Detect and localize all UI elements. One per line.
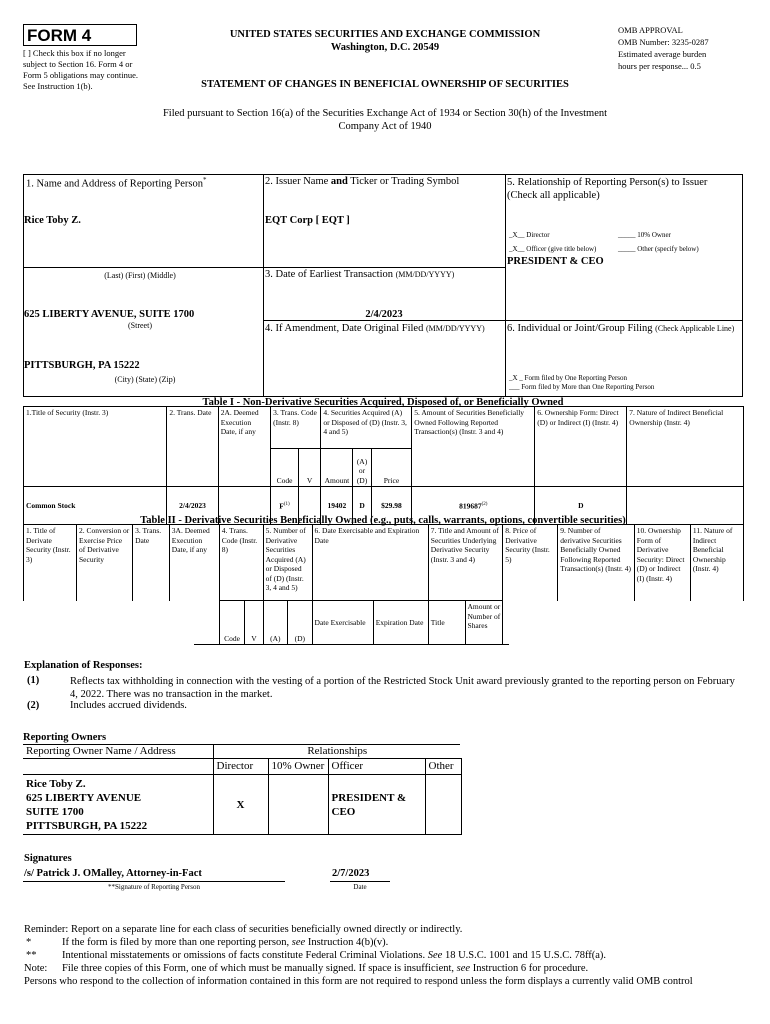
t1-security: Common Stock bbox=[24, 487, 167, 525]
table2-title: Table II - Derivative Securities Beneficially Owned (e.g., puts, calls, warrants, options, convertible securities) bbox=[140, 515, 626, 526]
footer-note-2-mark: ** bbox=[26, 950, 37, 961]
t1-h3: 3. Trans. Code (Instr. 8) bbox=[271, 407, 321, 449]
owners-col-officer: Officer bbox=[328, 759, 425, 775]
officer-line[interactable]: _X__ Officer (give title below) bbox=[509, 245, 597, 253]
t2-h8: 8. Price of Derivative Security (Instr. 5) bbox=[503, 525, 558, 645]
t2-sub-title: Title bbox=[428, 601, 465, 645]
owners-col-other: Other bbox=[425, 759, 461, 775]
owner-director: X bbox=[213, 775, 268, 835]
t1-sub-aord: (A) or (D) bbox=[353, 449, 371, 487]
t2-sub-a: (A) bbox=[263, 601, 287, 645]
officer-title: PRESIDENT & CEO bbox=[507, 256, 604, 267]
earliest-transaction-date: 2/4/2023 bbox=[365, 309, 403, 320]
t2-h3: 3. Trans. Date bbox=[133, 525, 170, 645]
owners-table bbox=[23, 744, 462, 835]
t1-sub-price: Price bbox=[371, 449, 412, 487]
owner-name-cell bbox=[23, 775, 213, 835]
t1-owned-cell: 819687$^{(2)}$ bbox=[412, 487, 535, 525]
checkbox-note[interactable]: [ ] Check this box if no longer subject to Section 16. Form 4 or Form 5 obligations may continue. See Instruction 1(b). bbox=[23, 48, 138, 91]
owner-ten-pct bbox=[268, 775, 328, 835]
owners-col-owner: 10% Owner bbox=[268, 759, 328, 775]
owner-officer-line-1: PRESIDENT & bbox=[331, 791, 407, 804]
t2-h6: 6. Date Exercisable and Expiration Date bbox=[312, 525, 428, 601]
t2-h9: 9. Number of derivative Securities Beneficially Owned Following Reported Transaction(s) (Instr. 4) bbox=[558, 525, 634, 645]
explanation-text-2: Includes accrued dividends. bbox=[70, 700, 187, 711]
t2-h2: 2. Conversion or Exercise Price of Derivative Security bbox=[77, 525, 133, 645]
t1-h6: 6. Ownership Form: Direct (D) or Indirect (I) (Instr. 4) bbox=[535, 407, 627, 487]
t1-sub-code: Code bbox=[271, 449, 299, 487]
t2-h4: 4. Trans. Code (Instr. 8) bbox=[219, 525, 263, 601]
name-sub-label: (Last) (First) (Middle) bbox=[104, 271, 176, 280]
signature-date: 2/7/2023 bbox=[332, 868, 370, 879]
table-row bbox=[23, 775, 461, 835]
t1-owned-note: (2) bbox=[481, 502, 488, 507]
owner-other bbox=[425, 775, 461, 835]
t1-h4: 4. Securities Acquired (A) or Disposed of (D) (Instr. 3, 4 and 5) bbox=[321, 407, 412, 449]
filing-opt-one[interactable]: _X _ Form filed by One Reporting Person bbox=[509, 374, 628, 382]
agency-line2: Washington, D.C. 20549 bbox=[330, 42, 440, 53]
t1-code-cell: $F^{(1)}$ bbox=[271, 487, 299, 525]
owner-name-line-4: PITTSBURGH, PA 15222 bbox=[26, 820, 148, 832]
t2-sub-amount: Amount or Number of Shares bbox=[465, 601, 503, 645]
t1-sub-amount: Amount bbox=[321, 449, 353, 487]
owners-col-name: Reporting Owner Name / Address bbox=[23, 744, 213, 759]
owner-name-line-3: SUITE 1700 bbox=[26, 806, 84, 818]
t1-h2a: 2A. Deemed Execution Date, if any bbox=[218, 407, 270, 487]
director-line[interactable]: _X__ Director bbox=[509, 231, 550, 239]
t1-amount: 19402 bbox=[321, 487, 353, 525]
t1-date: 2/4/2023 bbox=[167, 487, 218, 525]
owners-col-rel: Relationships bbox=[213, 744, 461, 759]
agency-line1: UNITED STATES SECURITIES AND EXCHANGE COMMISSION bbox=[229, 29, 541, 40]
footer-note-1-mark: * bbox=[26, 937, 32, 948]
street-sub-label: (Street) bbox=[128, 321, 152, 330]
t2-sub-expiration: Expiration Date bbox=[373, 601, 428, 645]
box1-label: 1. Name and Address of Reporting Person* bbox=[26, 176, 207, 190]
issuer-name: EQT Corp [ EQT ] bbox=[265, 215, 350, 226]
statement-title: STATEMENT OF CHANGES IN BENEFICIAL OWNERSHIP OF SECURITIES bbox=[201, 79, 569, 90]
footer-note-1: If the form is filed by more than one reporting person, see Instruction 4(b)(v). bbox=[62, 937, 389, 948]
owners-heading: Reporting Owners bbox=[23, 732, 107, 743]
explanation-num-1: (1) bbox=[27, 675, 40, 686]
t1-h5: 5. Amount of Securities Beneficially Owned Following Reported Transaction(s) (Instr. 3 and 4) bbox=[412, 407, 535, 487]
omb-title: OMB APPROVAL bbox=[618, 25, 683, 35]
t2-h7: 7. Title and Amount of Securities Underlying Derivative Security (Instr. 3 and 4) bbox=[428, 525, 502, 601]
t2-h11: 11. Nature of Indirect Beneficial Ownership (Instr. 4) bbox=[690, 525, 743, 645]
explanation-num-2: (2) bbox=[27, 700, 40, 711]
omb-burden1: Estimated average burden bbox=[618, 49, 707, 59]
t1-h7: 7. Nature of Indirect Beneficial Ownership (Instr. 4) bbox=[627, 407, 744, 487]
owner-officer-line-2: CEO bbox=[331, 805, 356, 818]
explanation-heading: Explanation of Responses: bbox=[24, 660, 143, 671]
box4-label: 4. If Amendment, Date Original Filed (MM/DD/YYYY) bbox=[265, 323, 485, 334]
box3-label: 3. Date of Earliest Transaction (MM/DD/YYYY) bbox=[265, 269, 455, 280]
box1-label-mark: * bbox=[203, 176, 207, 184]
footer-persons: Persons who respond to the collection of information contained in this form are not required to respond unless the form displays a currently valid OMB control bbox=[24, 976, 693, 987]
table1 bbox=[23, 406, 744, 525]
city-address: PITTSBURGH, PA 15222 bbox=[24, 360, 140, 371]
signatures-heading: Signatures bbox=[24, 853, 72, 864]
t2-sub-code: Code bbox=[219, 601, 244, 645]
t2-sub-v: V bbox=[245, 601, 263, 645]
table1-title: Table I - Non-Derivative Securities Acquired, Disposed of, or Beneficially Owned bbox=[202, 397, 564, 408]
owner-officer-cell bbox=[328, 775, 425, 835]
box5-label: 5. Relationship of Reporting Person(s) to Issuer (Check all applicable) bbox=[507, 177, 708, 201]
other-line[interactable]: _____ Other (specify below) bbox=[618, 245, 699, 253]
filing-opt-multiple[interactable]: ___ Form filed by More than One Reporting Person bbox=[509, 383, 655, 391]
t1-code-note: (1) bbox=[283, 502, 290, 507]
t2-sub-exercisable: Date Exercisable bbox=[312, 601, 373, 645]
ten-pct-owner-line[interactable]: _____ 10% Owner bbox=[618, 231, 671, 239]
t1-form: D bbox=[535, 487, 627, 525]
footer-note-3: File three copies of this Form, one of which must be manually signed. If space is insufficient, see Instruction 6 for procedure. bbox=[62, 963, 589, 974]
box6-label: 6. Individual or Joint/Group Filing (Check Applicable Line) bbox=[507, 323, 735, 334]
box2-label: 2. Issuer Name and Ticker or Trading Symbol bbox=[265, 176, 460, 187]
owner-name-line-2: 625 LIBERTY AVENUE bbox=[26, 792, 142, 804]
t1-price: $29.98 bbox=[371, 487, 412, 525]
form-title-box bbox=[23, 24, 137, 46]
t2-h1: 1. Title of Derivate Security (Instr. 3) bbox=[24, 525, 77, 645]
signer-name: /s/ Patrick J. OMalley, Attorney-in-Fact bbox=[24, 868, 202, 879]
signature-date-label: Date bbox=[353, 883, 367, 891]
omb-number: OMB Number: 3235-0287 bbox=[618, 37, 709, 47]
owner-name-line-1: Rice Toby Z. bbox=[26, 778, 86, 790]
t2-h3a: 3A. Deemed Execution Date, if any bbox=[169, 525, 219, 645]
form-title: FORM 4 bbox=[27, 26, 92, 45]
explanation-text-1: Reflects tax withholding in connection with the vesting of a portion of the Restricted Stock Unit award previously granted to the reporting person on February 4, 2022. There was no transaction in the market. bbox=[70, 676, 735, 700]
street-address: 625 LIBERTY AVENUE, SUITE 1700 bbox=[24, 309, 195, 320]
t2-h5: 5. Number of Derivative Securities Acquired (A) or Disposed of (D) (Instr. 3, 4 and 5) bbox=[263, 525, 312, 601]
t1-h2: 2. Trans. Date bbox=[167, 407, 218, 487]
omb-burden2: hours per response... 0.5 bbox=[618, 61, 701, 71]
city-sub-label: (City) (State) (Zip) bbox=[114, 375, 176, 384]
t1-h1: 1.Title of Security (Instr. 3) bbox=[24, 407, 167, 487]
t1-aord: D bbox=[353, 487, 371, 525]
t2-sub-d: (D) bbox=[288, 601, 312, 645]
footer-note-3-mark: Note: bbox=[24, 963, 48, 974]
t2-h10: 10. Ownership Form of Derivative Security: Direct (D) or Indirect (I) (Instr. 4) bbox=[634, 525, 690, 645]
reporting-person-name: Rice Toby Z. bbox=[24, 215, 81, 226]
owners-col-director: Director bbox=[213, 759, 268, 775]
signer-label: **Signature of Reporting Person bbox=[108, 883, 200, 891]
footer-reminder: Reminder: Report on a separate line for each class of securities beneficially owned directly or indirectly. bbox=[24, 924, 463, 935]
footer-note-2: Intentional misstatements or omissions of facts constitute Federal Criminal Violations. See 18 U.S.C. 1001 and 15 U.S.C. 78ff(a). bbox=[62, 950, 607, 961]
filed-pursuant: Filed pursuant to Section 16(a) of the Securities Exchange Act of 1934 or Section 30(h) of the Investment Company Act of 1940 bbox=[162, 108, 608, 132]
t1-sub-v: V bbox=[298, 449, 320, 487]
